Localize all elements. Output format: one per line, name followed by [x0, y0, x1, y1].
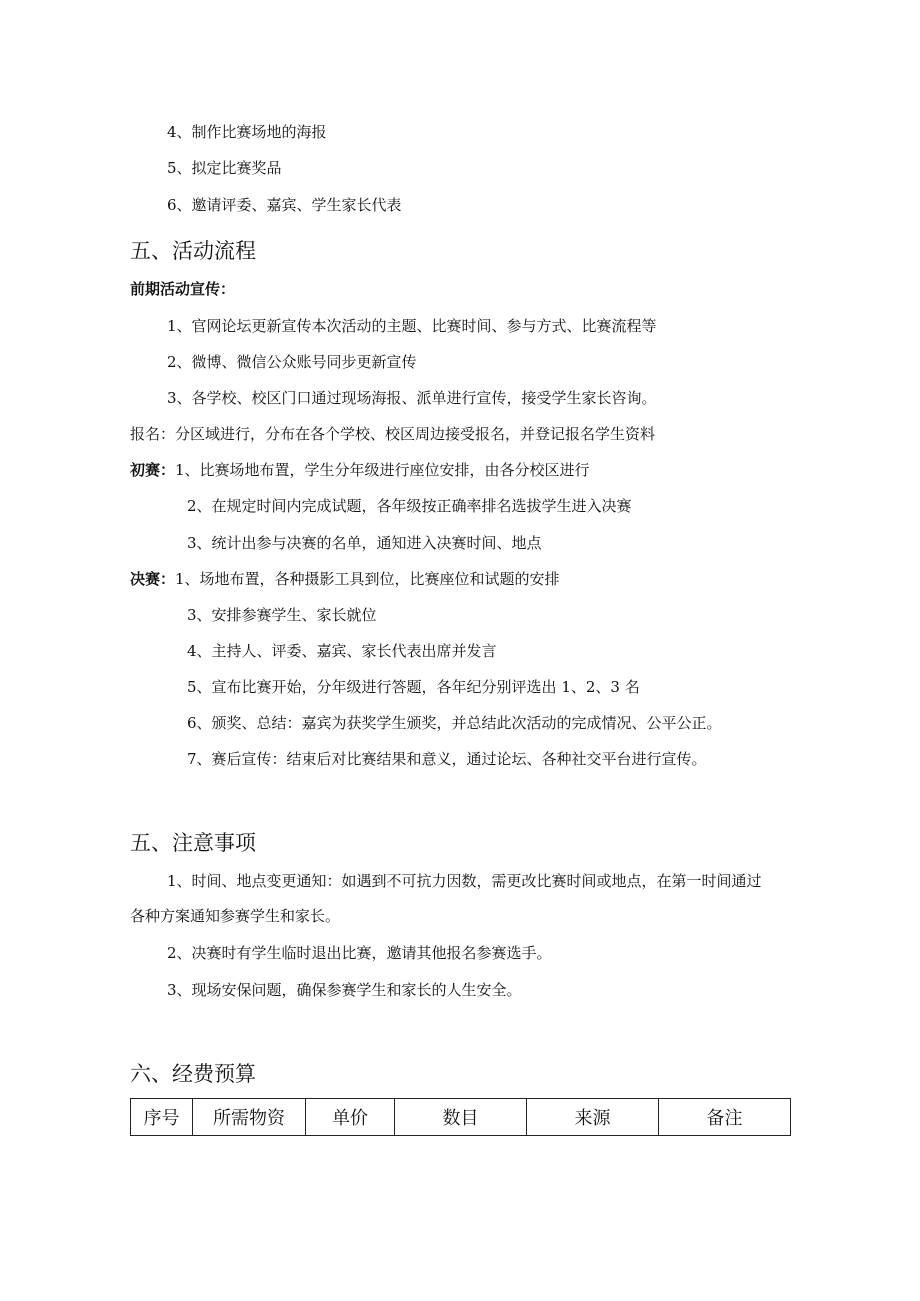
- section-heading-flow: 五、活动流程: [130, 239, 256, 263]
- final-label: 决赛：: [130, 570, 176, 588]
- budget-col-quantity: 数目: [395, 1099, 527, 1136]
- prelim-row: [130, 460, 590, 480]
- signup-text: 报名：分区域进行，分布在各个学校、校区周边接受报名，并登记报名学生资料: [130, 425, 656, 443]
- note-item-2: 2、决赛时有学生临时退出比赛，邀请其他报名参赛选手。: [167, 944, 552, 962]
- budget-col-source: 来源: [527, 1099, 659, 1136]
- prelim-item-2: 2、在规定时间内完成试题，各年级按正确率排名选拔学生进入决赛: [187, 497, 632, 515]
- final-item-7: 7、赛后宣传：结束后对比赛结果和意义，通过论坛、各种社交平台进行宣传。: [187, 750, 707, 768]
- budget-col-materials: 所需物资: [193, 1099, 306, 1136]
- final-item-3: 3、安排参赛学生、家长就位: [187, 606, 377, 624]
- budget-col-remarks: 备注: [659, 1099, 791, 1136]
- final-item-5: 5、宣布比赛开始，分年级进行答题，各年纪分别评选出 1、2、3 名: [187, 678, 640, 696]
- prep-item-5: 5、拟定比赛奖品: [167, 159, 282, 177]
- final-item-1: 1、场地布置，各种摄影工具到位，比赛座位和试题的安排: [175, 570, 560, 588]
- budget-col-index: 序号: [131, 1099, 193, 1136]
- promo-title: 前期活动宣传：: [130, 280, 236, 298]
- prelim-item-1: 1、比赛场地布置，学生分年级进行座位安排，由各分校区进行: [175, 461, 590, 479]
- prelim-item-3: 3、统计出参与决赛的名单，通知进入决赛时间、地点: [187, 534, 542, 552]
- section-heading-notes: 五、注意事项: [130, 831, 256, 855]
- budget-table-header-row: [131, 1099, 791, 1136]
- prep-item-6: 6、邀请评委、嘉宾、学生家长代表: [167, 196, 402, 214]
- section-heading-budget: 六、经费预算: [130, 1062, 256, 1086]
- prelim-label: 初赛：: [130, 461, 176, 479]
- final-item-4: 4、主持人、评委、嘉宾、家长代表出席并发言: [187, 642, 497, 660]
- final-item-6: 6、颁奖、总结：嘉宾为获奖学生颁奖，并总结此次活动的完成情况、公平公正。: [187, 714, 722, 732]
- promo-item-3: 3、各学校、校区门口通过现场海报、派单进行宣传，接受学生家长咨询。: [167, 389, 657, 407]
- prep-item-4: 4、制作比赛场地的海报: [167, 123, 327, 141]
- final-row: [130, 569, 560, 589]
- note-item-1-line-1: 1、时间、地点变更通知：如遇到不可抗力因数，需更改比赛时间或地点，在第一时间通过: [167, 872, 762, 890]
- promo-item-2: 2、微博、微信公众账号同步更新宣传: [167, 353, 417, 371]
- note-item-1-line-2: 各种方案通知参赛学生和家长。: [130, 907, 341, 925]
- note-item-3: 3、现场安保问题，确保参赛学生和家长的人生安全。: [167, 981, 522, 999]
- budget-col-unit-price: 单价: [306, 1099, 395, 1136]
- promo-item-1: 1、官网论坛更新宣传本次活动的主题、比赛时间、参与方式、比赛流程等: [167, 317, 657, 335]
- budget-table: [130, 1098, 791, 1136]
